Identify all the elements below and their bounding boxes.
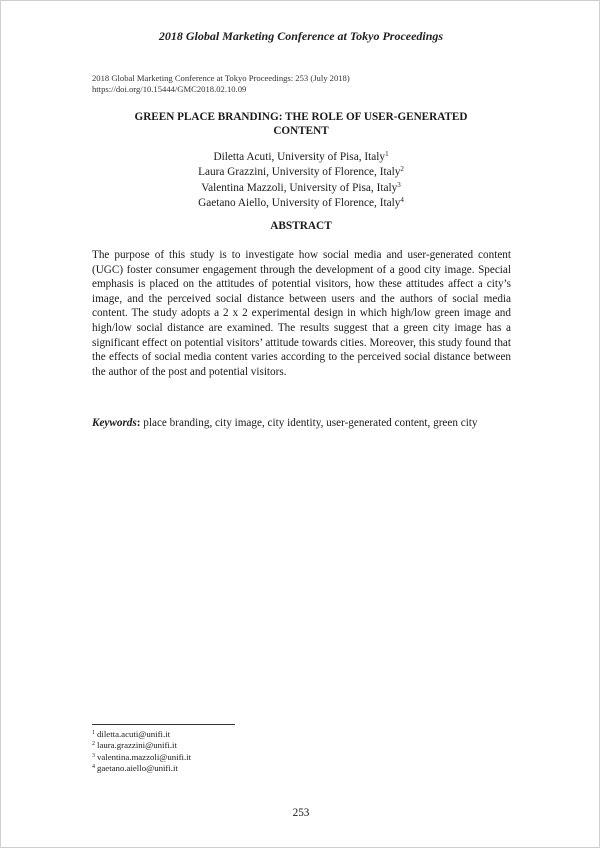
abstract-heading: ABSTRACT bbox=[270, 220, 332, 232]
footnote-item bbox=[92, 763, 392, 774]
footnote-marker: 3 bbox=[397, 180, 401, 189]
author-affiliation: Laura Grazzini, University of Florence, Italy bbox=[198, 166, 401, 179]
page-number: 253 bbox=[292, 807, 310, 819]
footnote-marker: 2 bbox=[400, 165, 404, 174]
footnote-marker: 2 bbox=[92, 741, 95, 748]
footnote-list bbox=[92, 729, 392, 775]
footnote-email: gaetano.aiello@unifi.it bbox=[97, 763, 178, 774]
footnote-marker: 1 bbox=[385, 150, 389, 158]
footnote-item bbox=[92, 752, 392, 763]
paper-title-line: GREEN PLACE BRANDING: THE ROLE OF USER-GENERATED bbox=[134, 111, 468, 123]
author-list bbox=[151, 150, 451, 211]
footnote-email: diletta.acuti@unifi.it bbox=[97, 729, 171, 739]
footnote-marker: 3 bbox=[92, 752, 95, 759]
author-entry bbox=[151, 181, 451, 196]
keywords-separator: : bbox=[136, 417, 141, 429]
citation-doi: https://doi.org/10.15444/GMC2018.02.10.09 bbox=[92, 83, 247, 94]
footnote-marker: 4 bbox=[400, 195, 404, 204]
author-entry bbox=[151, 165, 451, 180]
author-affiliation: Valentina Mazzoli, University of Pisa, Italy bbox=[201, 181, 398, 194]
footnote-marker: 1 bbox=[92, 730, 95, 736]
author-entry bbox=[151, 150, 451, 165]
abstract-text: The purpose of this study is to investigate how social media and user-generated content (UGC) foster consumer engagement through the development of a good city image. Special emphasis is placed on the attitudes of potential visitors, how these attitudes affect a city’s image, and the perceived social distance between users and the authors of social media content. The study adopts a 2 x 2 experimental design in which high/low green image and high/low social distance are examined. The results suggest that a green city image has a significant effect on potential visitors’ attitude towards cities. Moreover, this study found that the effects of social media content varies according to the perceived social distance between the author of the post and potential visitors. bbox=[92, 249, 511, 378]
author-affiliation: Diletta Acuti, University of Pisa, Italy bbox=[213, 151, 386, 163]
paper-title-line: CONTENT bbox=[273, 125, 329, 137]
footnote-item bbox=[92, 740, 392, 751]
author-entry bbox=[151, 196, 451, 211]
running-header: 2018 Global Marketing Conference at Tokyo Proceedings bbox=[158, 29, 444, 43]
author-affiliation: Gaetano Aiello, University of Florence, Italy bbox=[198, 196, 401, 209]
paper-title bbox=[101, 110, 501, 138]
keywords-text: place branding, city image, city identity, user-generated content, green city bbox=[140, 417, 478, 429]
keywords-label: Keywords bbox=[92, 417, 137, 429]
footnote-divider bbox=[92, 724, 235, 725]
footnote-email: laura.grazzini@unifi.it bbox=[97, 740, 177, 751]
footnote-marker: 4 bbox=[92, 764, 95, 771]
footnote-email: valentina.mazzoli@unifi.it bbox=[97, 751, 192, 762]
citation-proceedings: 2018 Global Marketing Conference at Tokyo Proceedings: 253 (July 2018) bbox=[92, 73, 350, 83]
keywords-line bbox=[92, 416, 522, 430]
citation-block bbox=[92, 73, 512, 94]
footnote-item bbox=[92, 729, 392, 740]
